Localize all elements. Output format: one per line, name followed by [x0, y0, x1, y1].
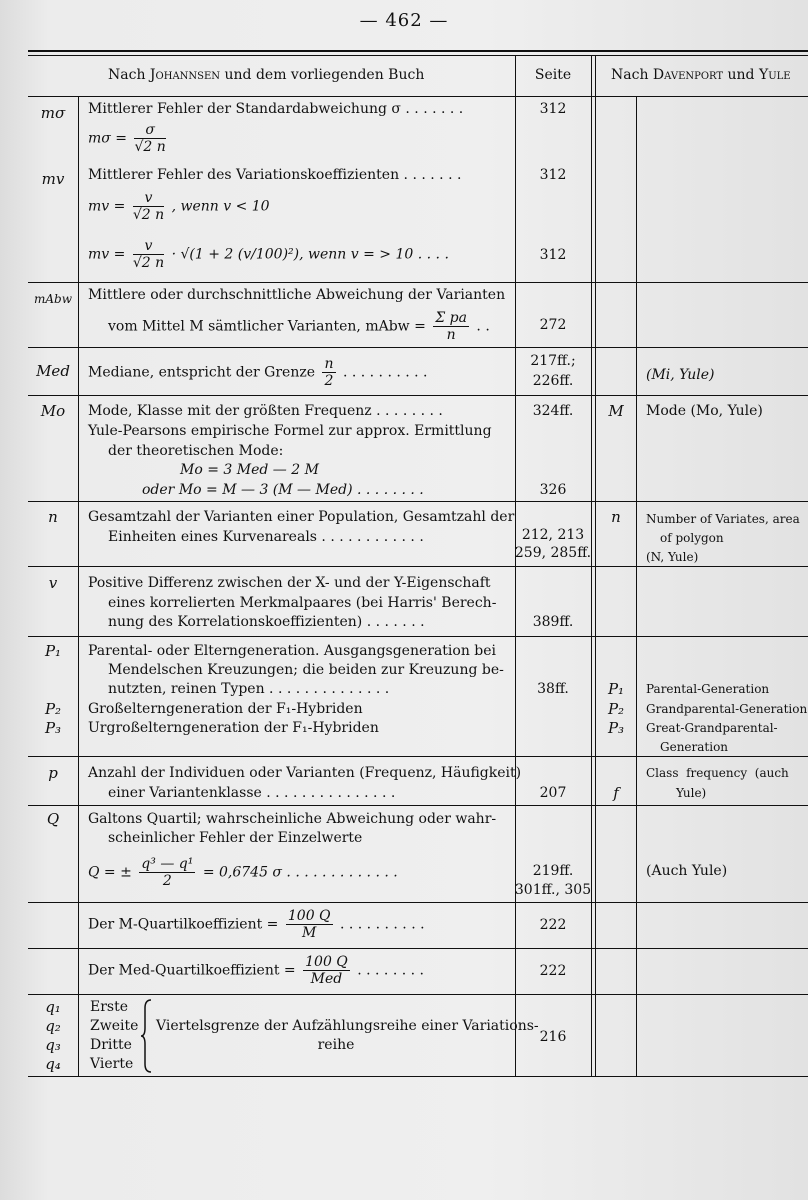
- quartile-description-2: reihe: [317, 1037, 355, 1053]
- description-text: Mediane, entspricht der Grenze: [88, 364, 316, 381]
- p-right-description-2: Grandparental-Generation: [646, 702, 808, 716]
- formula-denominator: Med: [310, 971, 343, 987]
- page-ref: 38ff.: [537, 681, 569, 697]
- formula-numerator: σ: [134, 122, 165, 139]
- formula-lhs: Q = ±: [88, 864, 132, 881]
- dot-leader: . . . . . . . .: [357, 962, 424, 979]
- page-ref: 226ff.: [532, 373, 574, 389]
- m-v-formula-2: [88, 238, 449, 271]
- right-symbol: n: [611, 508, 621, 526]
- formula-denominator: n: [446, 327, 456, 343]
- symbol-med: Med: [36, 362, 70, 380]
- formula-denominator: 2: [324, 373, 334, 389]
- m-abw-description-2: [108, 310, 490, 343]
- symbol-mo: Mo: [40, 402, 66, 420]
- mo-formula-2: oder Mo = M — 3 (M — Med) . . . . . . . .: [142, 482, 424, 498]
- p-right-description-3: Great-Grandparental-: [646, 721, 778, 735]
- m-abw-description-1: Mittlere oder durchschnittliche Abweichung der Varianten: [88, 287, 506, 303]
- p-right-description-1: Parental-Generation: [646, 682, 770, 696]
- formula-condition: · √(1 + 2 (v/100)²), wenn v = > 10 . . . .: [171, 246, 449, 263]
- row-rule: [28, 756, 808, 757]
- formula-denominator: √2 n: [132, 255, 165, 271]
- p-description-3: nutzten, reinen Typen . . . . . . . . . . . . . .: [108, 681, 390, 697]
- header-left: Nach Johannsen und dem vorliegenden Buch: [108, 67, 425, 83]
- bottom-rule: [28, 1076, 808, 1077]
- m-sigma-formula: [88, 122, 169, 155]
- col-rule-symbol: [78, 96, 79, 1076]
- symbol-m-v: mv: [41, 170, 65, 188]
- page-ref: 222: [539, 917, 567, 933]
- q-right-description: (Auch Yule): [646, 863, 728, 879]
- page-ref: 222: [539, 963, 567, 979]
- formula-denominator: M: [302, 925, 317, 941]
- med-description: [88, 356, 428, 389]
- page-number: — 462 —: [359, 10, 449, 31]
- q-formula: [88, 856, 398, 889]
- curly-brace: [140, 998, 154, 1074]
- right-symbol: P₁: [607, 680, 625, 698]
- top-rule-thin: [28, 55, 808, 56]
- formula-rest: = 0,6745 σ . . . . . . . . . . . . .: [202, 864, 398, 881]
- page-ref: 207: [539, 785, 567, 801]
- formula-condition: , wenn v < 10: [171, 198, 270, 215]
- symbol-q2: q₂: [45, 1017, 61, 1035]
- formula-numerator: v: [133, 238, 164, 255]
- n-description-1: Gesamtzahl der Varianten einer Population, Gesamtzahl der: [88, 509, 515, 525]
- v-description-1: Positive Differenz zwischen der X- und der Y-Eigenschaft: [88, 575, 491, 591]
- n-description-2: Einheiten eines Kurvenareals . . . . . . . . . . . .: [108, 529, 424, 545]
- description-text: vom Mittel M sämtlicher Varianten, mAbw =: [108, 318, 426, 335]
- symbol-p3: P₃: [44, 719, 62, 737]
- formula-lhs: mv =: [88, 246, 126, 263]
- symbol-q1: q₁: [45, 998, 61, 1016]
- page-ref: 272: [539, 317, 567, 333]
- freq-right-description-2: Yule): [676, 786, 707, 800]
- page-ref: 217ff.;: [530, 353, 576, 369]
- description-text: Der M-Quartilkoeffizient =: [88, 916, 279, 933]
- col-rule-page-right: [591, 55, 592, 1076]
- page-ref: 324ff.: [532, 403, 574, 419]
- page-ref: 389ff.: [532, 614, 574, 630]
- m-v-formula-1: [88, 190, 270, 223]
- q-description-2: scheinlicher Fehler der Einzelwerte: [108, 830, 363, 846]
- dot-leader: . . . . . . . . . .: [342, 364, 428, 381]
- mo-description-2: Yule-Pearsons empirische Formel zur approx. Ermittlung: [88, 423, 492, 439]
- page-ref: 301ff., 305: [514, 882, 592, 898]
- q-description-1: Galtons Quartil; wahrscheinliche Abweichung oder wahr-: [88, 811, 497, 827]
- formula-numerator: n: [324, 356, 334, 372]
- ordinal-2: Zweite: [90, 1018, 139, 1034]
- n-right-description-2: of polygon: [660, 531, 724, 545]
- right-symbol: M: [608, 402, 624, 420]
- row-rule: [28, 347, 808, 348]
- header-right: Nach Davenport und Yule: [611, 67, 791, 83]
- symbol-p1: P₁: [44, 642, 62, 660]
- n-right-description-1: Number of Variates, area: [646, 512, 800, 526]
- formula-denominator: √2 n: [134, 139, 166, 155]
- ordinal-3: Dritte: [90, 1037, 132, 1053]
- page-ref: 312: [539, 101, 567, 117]
- header-page: Seite: [534, 67, 572, 83]
- p-description-5: Urgroßelterngeneration der F₁-Hybriden: [88, 720, 379, 736]
- col-rule-page-right2: [595, 55, 596, 1076]
- header-rule: [28, 96, 808, 97]
- m-quartil-description: [88, 908, 425, 941]
- ordinal-4: Vierte: [90, 1056, 134, 1072]
- page-ref: 312: [539, 247, 567, 263]
- formula-numerator: Σ pa: [435, 310, 467, 326]
- top-rule: [28, 50, 808, 52]
- formula-numerator: q³ — q¹: [141, 856, 194, 872]
- row-rule: [28, 948, 808, 949]
- m-sigma-description: Mittlerer Fehler der Standardabweichung σ . . . . . . .: [88, 101, 464, 117]
- freq-description-2: einer Variantenklasse . . . . . . . . . . . . . . .: [108, 785, 396, 801]
- symbol-p2: P₂: [44, 700, 62, 718]
- formula-numerator: 100 Q: [287, 908, 331, 924]
- p-description-4: Großelterngeneration der F₁-Hybriden: [88, 701, 363, 717]
- med-right-description: (Mi, Yule): [646, 367, 715, 383]
- page-ref: 212, 213: [521, 527, 585, 543]
- n-right-description-3: (N, Yule): [646, 550, 699, 564]
- formula-lhs: mv =: [88, 198, 126, 215]
- symbol-q4: q₄: [45, 1055, 61, 1073]
- description-text: Der Med-Quartilkoeffizient =: [88, 962, 296, 979]
- v-description-3: nung des Korrelationskoeffizienten) . . . . . . .: [108, 614, 425, 630]
- p-right-description-4: Generation: [660, 740, 729, 754]
- symbol-q3: q₃: [45, 1036, 61, 1054]
- symbol-m-sigma: mσ: [40, 104, 66, 122]
- formula-lhs: mσ =: [88, 130, 128, 147]
- p-description-2: Mendelschen Kreuzungen; die beiden zur Kreuzung be-: [108, 662, 504, 678]
- formula-numerator: 100 Q: [305, 954, 348, 970]
- formula-denominator: 2: [162, 873, 172, 889]
- row-rule: [28, 636, 808, 637]
- mo-description-3: der theoretischen Mode:: [108, 443, 284, 459]
- right-symbol: P₃: [607, 719, 625, 737]
- page-ref: 259, 285ff.: [514, 545, 592, 561]
- mo-formula-1: Mo = 3 Med — 2 M: [180, 462, 319, 478]
- symbol-v: v: [48, 574, 58, 592]
- dot-leader: . .: [476, 318, 490, 335]
- dot-leader: . . . . . . . . . .: [339, 916, 425, 933]
- row-rule: [28, 805, 808, 806]
- symbol-frequency: p: [48, 764, 58, 782]
- med-quartil-description: [88, 954, 424, 987]
- symbol-q: Q: [46, 810, 60, 828]
- freq-right-description-1: Class frequency (auch: [646, 766, 789, 780]
- v-description-2: eines korrelierten Merkmalpaares (bei Harris' Berech-: [108, 595, 497, 611]
- row-rule: [28, 282, 808, 283]
- freq-description-1: Anzahl der Individuen oder Varianten (Frequenz, Häufigkeit): [88, 765, 522, 781]
- ordinal-1: Erste: [90, 999, 129, 1015]
- mo-description-1: Mode, Klasse mit der größten Frequenz . . . . . . . .: [88, 403, 443, 419]
- formula-denominator: √2 n: [132, 207, 165, 223]
- row-rule: [28, 566, 808, 567]
- quartile-description-1: Viertelsgrenze der Aufzählungsreihe einer Variations-: [156, 1018, 539, 1034]
- right-symbol: f: [613, 784, 619, 802]
- symbol-n: n: [48, 508, 58, 526]
- symbol-m-abw: mAbw: [34, 292, 72, 306]
- page-ref: 216: [539, 1029, 567, 1045]
- row-rule: [28, 994, 808, 995]
- m-v-description: Mittlerer Fehler des Variationskoeffizienten . . . . . . .: [88, 167, 462, 183]
- right-symbol: P₂: [607, 700, 625, 718]
- col-rule-right-symbol: [636, 96, 637, 1076]
- row-rule: [28, 395, 808, 396]
- row-rule: [28, 902, 808, 903]
- page-ref: 312: [539, 167, 567, 183]
- page-ref: 219ff.: [532, 863, 574, 879]
- p-description-1: Parental- oder Elterngeneration. Ausgangsgeneration bei: [88, 643, 497, 659]
- mo-right-description: Mode (Mo, Yule): [646, 403, 763, 419]
- row-rule: [28, 501, 808, 502]
- page-ref: 326: [539, 482, 567, 498]
- formula-numerator: v: [133, 190, 164, 207]
